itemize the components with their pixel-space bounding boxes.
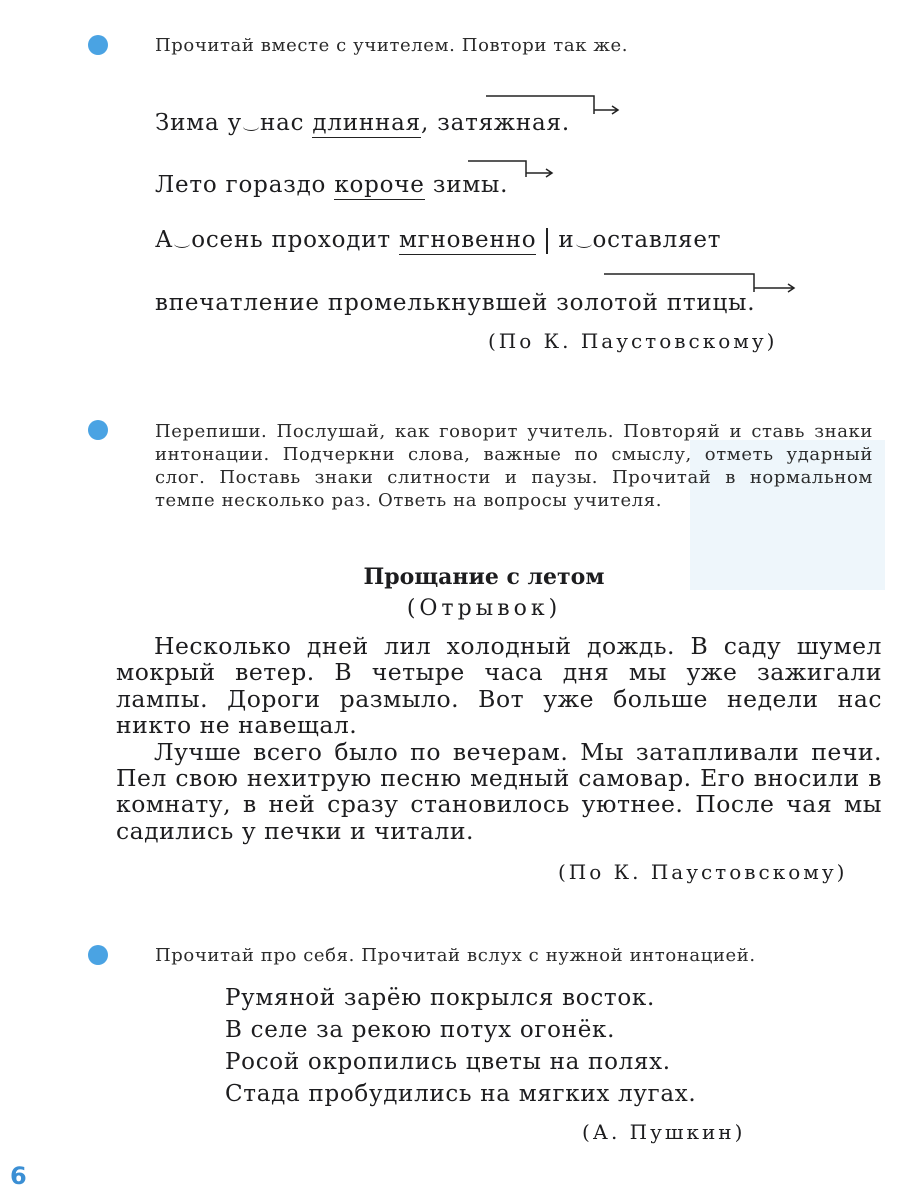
exercise-1-instruction: Прочитай вместе с учителем. Повтори так же. (155, 35, 629, 56)
exercise-bullet-1 (88, 35, 108, 55)
text-subtitle: (Отрывок) (406, 596, 562, 621)
poem-line: В селе за рекою потух огонёк. (225, 1017, 616, 1043)
exercise-bullet-3 (88, 945, 108, 965)
poem-line: Росой окропились цветы на полях. (225, 1049, 671, 1075)
pause-mark (546, 228, 548, 254)
underlined-word: короче (334, 172, 425, 198)
paragraph-2: Лучше всего было по вечерам. Мы затапливали печи. Пел свою нехитрую песню медный самовар. Его вносили в комнату, в ней сразу становилось уютнее. После чая мы садились у печки и читали. (116, 737, 882, 845)
exercise-2-instruction: Перепиши. Послушай, как говорит учитель. Повторяй и ставь знаки интонации. Подчеркни слова, важные по смыслу, отметь ударный слог. Поставь знаки слитности и паузы. Прочитай в нормальном темпе несколько раз. Ответь на вопросы учителя. (155, 421, 873, 511)
ex3-attribution: (А. Пушкин) (582, 1120, 746, 1144)
ex2-attribution: (По К. Паустовскому) (558, 860, 848, 884)
paragraph-1: Несколько дней лил холодный дождь. В саду шумел мокрый ветер. В четыре часа дня мы уже зажигали лампы. Дороги размыло. Вот уже больше недели нас никто не навещал. (116, 632, 882, 740)
liaison-mark (575, 237, 593, 247)
page-number: 6 (10, 1162, 27, 1190)
ex1-line-4: впечатление промелькнувшей золотой птицы. (155, 290, 756, 316)
text-title: Прощание с летом (363, 564, 605, 590)
prose-text (116, 633, 882, 844)
ex1-line-3: А осень проходит мгновенно и оставляет (155, 227, 722, 253)
ex1-attribution: (По К. Паустовскому) (488, 329, 778, 353)
underlined-word: длинная (312, 110, 421, 136)
underlined-word: мгновенно (398, 227, 537, 253)
poem-line: Стада пробудились на мягких лугах. (225, 1081, 697, 1107)
liaison-mark (173, 237, 191, 247)
poem-line: Румяной зарёю покрылся восток. (225, 985, 655, 1011)
ex1-line-1: Зима у нас длинная, затяжная. (155, 110, 570, 136)
exercise-bullet-2 (88, 420, 108, 440)
ex1-line-2: Лето гораздо короче зимы. (155, 172, 509, 198)
liaison-mark (242, 120, 260, 130)
poem (225, 982, 696, 1110)
exercise-3-instruction: Прочитай про себя. Прочитай вслух с нужной интонацией. (155, 945, 756, 966)
